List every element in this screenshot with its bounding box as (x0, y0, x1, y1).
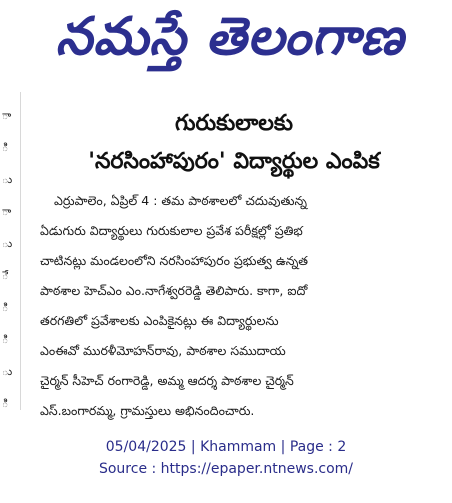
margin-glyph: ి (2, 398, 9, 410)
article-line: తరగతిలో ప్రవేశాలకు ఎంపికైనట్లు ఈ విద్యార్థులను (40, 313, 279, 328)
margin-glyph: ా (2, 206, 12, 218)
headline-line-1: గురుకులాలకు (175, 111, 293, 136)
margin-glyph: ి (2, 334, 9, 346)
article-body (40, 186, 444, 426)
clipped-adjacent-column (0, 100, 14, 420)
article-line: ఎస్.బంగారమ్మ, గ్రామస్తులు అభినందించారు. (40, 403, 255, 418)
article-line: చైర్మన్ సీహెచ్ రంగారెడ్డి, అమ్మ ఆదర్శ పాఠశాల చైర్మన్ (40, 373, 294, 388)
margin-glyph: ి (2, 142, 9, 154)
margin-glyph: ు (2, 174, 12, 186)
margin-glyph: ా (2, 110, 12, 122)
masthead (0, 0, 452, 88)
headline-line-2: 'నరసింహాపురం' విద్యార్థుల ఎంపిక (88, 149, 380, 174)
article-line: ఎంఈవో మురళీమోహన్‌రావు, పాఠశాల సముదాయ (40, 343, 286, 358)
margin-glyph: ు (2, 366, 12, 378)
source-footer (0, 436, 452, 480)
article-line: ఏడుగురు విద్యార్థులు గురుకులాల ప్రవేశ పరీక్షల్లో ప్రతిభ (40, 223, 303, 238)
newspaper-logo-title: నమస్తే తెలంగాణ (55, 6, 405, 67)
margin-glyph: ి (2, 302, 9, 314)
article-line: ఎర్రుపాలెం, ఏప్రిల్ 4 : తమ పాఠశాలలో చదువుతున్న (54, 193, 307, 208)
article-headline (24, 108, 444, 178)
margin-glyph: ు (2, 238, 12, 250)
column-divider (20, 92, 21, 410)
margin-glyph: ే (2, 270, 9, 282)
article-line: చాటినట్లు మండలంలోని నరసింహాపురం ప్రభుత్వ ఉన్నత (40, 253, 309, 268)
source-link[interactable]: Source : https://epaper.ntnews.com/ (98, 461, 354, 477)
article-line: పాఠశాల హెచ్‌ఎం ఎం.నాగేశ్వరరెడ్డి తెలిపారు. కాగా, ఐదో (40, 283, 308, 298)
edition-info: 05/04/2025 | Khammam | Page : 2 (105, 439, 347, 455)
